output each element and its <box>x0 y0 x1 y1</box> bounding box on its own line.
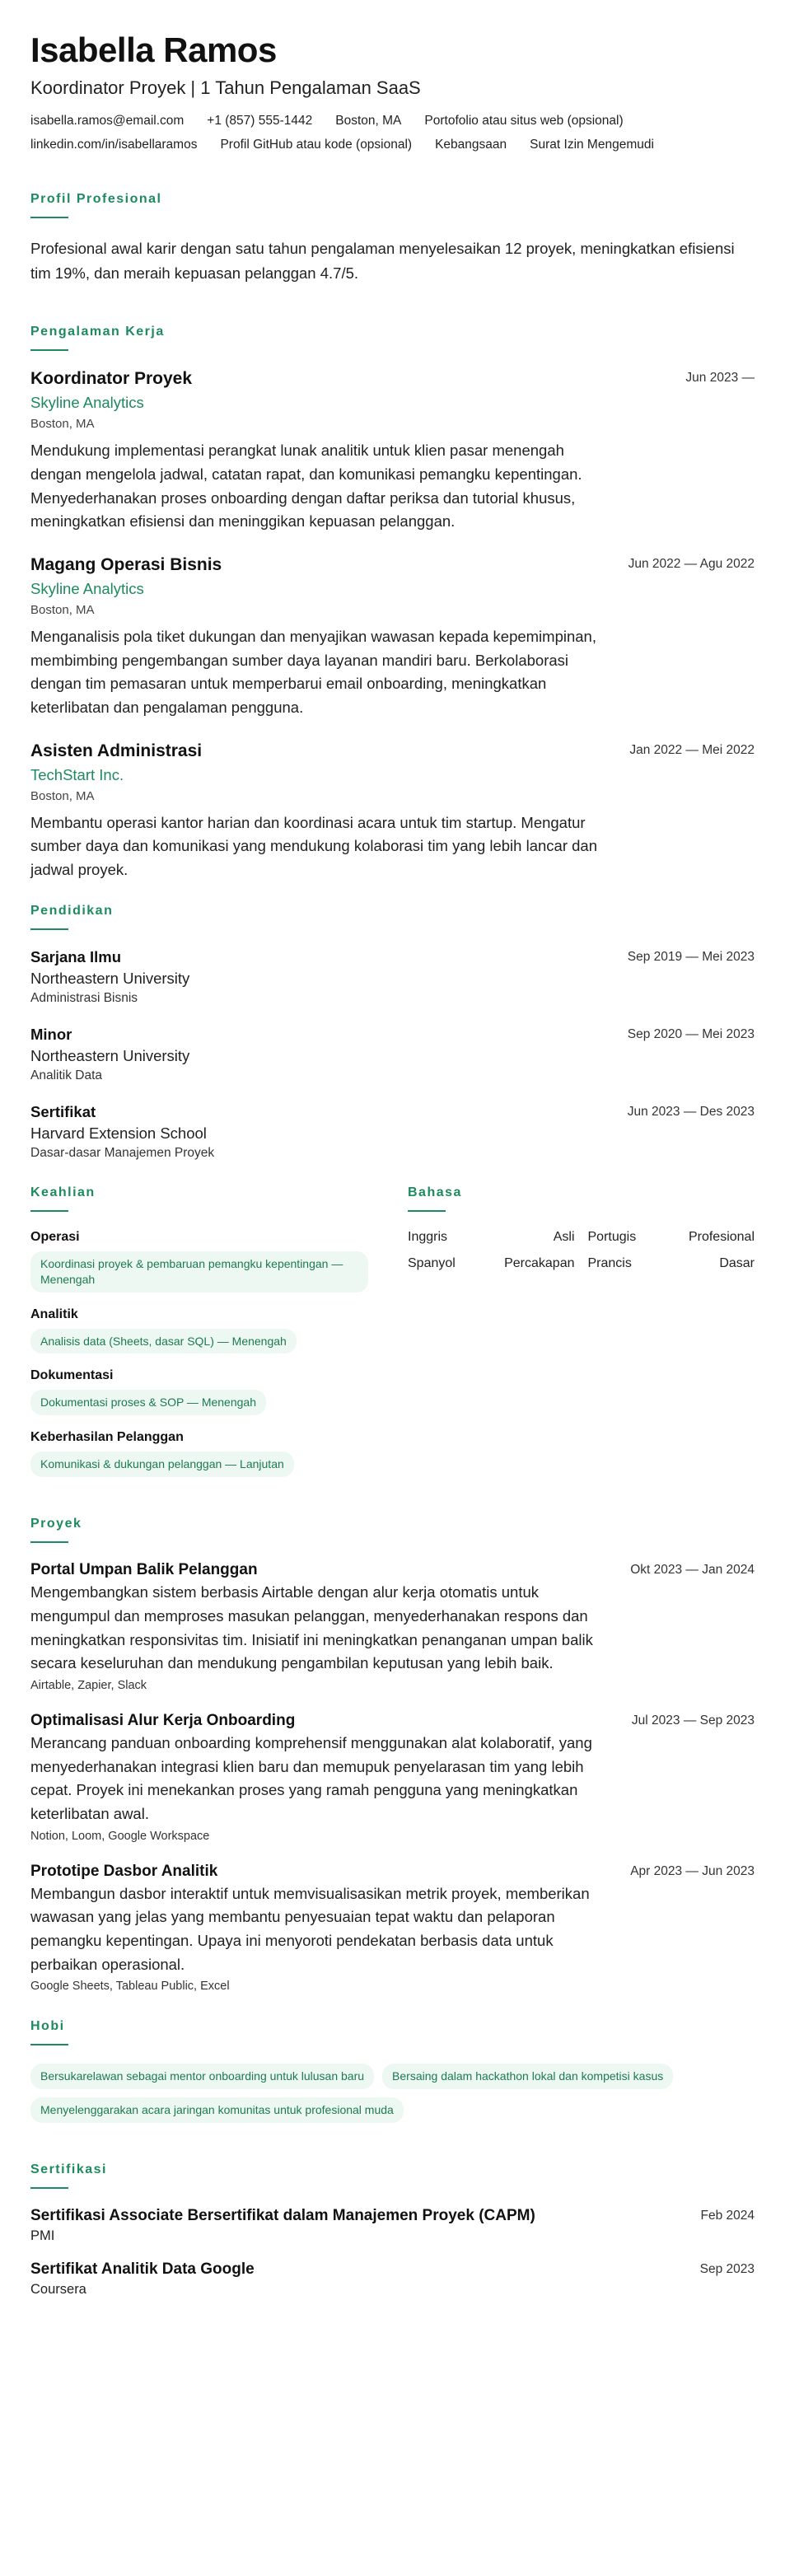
job-date: Jun 2022 — Agu 2022 <box>628 557 755 572</box>
degree: Sarjana Ilmu <box>30 947 122 965</box>
contact-list <box>30 114 755 152</box>
contact-nationality: Kebangsaan <box>435 138 507 152</box>
skill-category <box>30 1368 368 1415</box>
skill-category-name: Analitik <box>30 1307 78 1321</box>
section-divider <box>30 349 68 351</box>
experience-entry <box>30 741 755 882</box>
experience-entry <box>30 369 755 534</box>
skill-category-name: Dokumentasi <box>30 1368 114 1383</box>
degree: Minor <box>30 1025 72 1043</box>
skills-section <box>30 1185 368 1492</box>
certifications-section <box>30 2162 755 2298</box>
project-date: Jul 2023 — Sep 2023 <box>631 1713 755 1727</box>
job-location: Boston, MA <box>30 788 95 803</box>
job-date: Jan 2022 — Mei 2022 <box>629 742 755 757</box>
skill-category <box>30 1230 368 1293</box>
certification-name: Sertifikasi Associate Bersertifikat dalam Manajemen Proyek (CAPM) <box>30 2207 535 2225</box>
section-title: Pendidikan <box>30 903 114 918</box>
project-entry <box>30 1561 755 1692</box>
company-name: Skyline Analytics <box>30 580 144 598</box>
project-tech: Airtable, Zapier, Slack <box>30 1678 147 1692</box>
tagline: Koordinator Proyek | 1 Tahun Pengalaman SaaS <box>30 77 421 99</box>
project-date: Okt 2023 — Jan 2024 <box>630 1563 755 1578</box>
section-title: Bahasa <box>408 1185 462 1199</box>
project-entry <box>30 1712 755 1843</box>
section-divider <box>30 1210 68 1212</box>
language-name: Spanyol <box>408 1255 456 1270</box>
skill-chip: Dokumentasi proses & SOP — Menengah <box>30 1390 266 1415</box>
skills-languages-row <box>30 1185 755 1492</box>
skill-category <box>30 1307 368 1354</box>
section-divider <box>30 217 68 218</box>
section-title: Profil Profesional <box>30 192 162 207</box>
section-divider <box>30 1541 68 1543</box>
job-title: Koordinator Proyek <box>30 369 193 389</box>
section-title: Proyek <box>30 1517 82 1531</box>
languages-section <box>408 1185 755 1492</box>
education-entry <box>30 948 755 1006</box>
company-name: Skyline Analytics <box>30 394 144 412</box>
language-name: Inggris <box>408 1229 448 1244</box>
job-title: Asisten Administrasi <box>30 741 203 760</box>
job-description: Mendukung implementasi perangkat lunak analitik untuk klien pasar menengah dengan mengelola jadwal, catatan rapat, dan komunikasi pemangku kepentingan. Menyederhanakan proses onboarding dengan daftar periksa dan tutorial khusus, meningkatkan efisiensi dan meninggikan kepuasan pelanggan. <box>30 442 582 531</box>
language-level: Dasar <box>719 1255 755 1270</box>
contact-location: Boston, MA <box>335 114 402 129</box>
section-title: Pengalaman Kerja <box>30 325 165 339</box>
skill-chip: Komunikasi & dukungan pelanggan — Lanjutan <box>30 1452 294 1477</box>
job-description: Membantu operasi kantor harian dan koordinasi acara untuk tim startup. Mengatur sumber daya dan komunikasi yang mendukung kolaborasi tim yang lebih lancar dan jadwal proyek. <box>30 813 597 879</box>
language-level: Profesional <box>688 1229 755 1244</box>
language-item <box>588 1256 755 1271</box>
field-of-study: Analitik Data <box>30 1068 103 1082</box>
project-tech: Google Sheets, Tableau Public, Excel <box>30 1980 230 1994</box>
section-divider <box>30 928 68 930</box>
hobbies-section <box>30 2019 755 2123</box>
project-entry <box>30 1863 755 1994</box>
hobby-list <box>30 2064 755 2123</box>
skill-category-name: Operasi <box>30 1229 80 1244</box>
section-divider <box>30 2044 68 2045</box>
project-name: Prototipe Dasbor Analitik <box>30 1862 218 1880</box>
project-tech: Notion, Loom, Google Workspace <box>30 1829 210 1843</box>
section-divider <box>30 2187 68 2189</box>
project-description: Membangun dasbor interaktif untuk memvisualisasikan metrik proyek, memberikan wawasan yang jelas yang membantu penyesuaian tepat waktu dan pelaporan pemangku kepentingan. Upaya ini menyoroti pendekatan berbasis data untuk perbaikan operasional. <box>30 1884 590 1973</box>
field-of-study: Administrasi Bisnis <box>30 990 138 1005</box>
section-title: Keahlian <box>30 1185 96 1199</box>
project-description: Merancang panduan onboarding komprehensif menggunakan alat kolaboratif, yang menyederhanakan integrasi klien baru dan memupuk penyelarasan tim yang lebih cepat. Proyek ini menekankan proses yang ramah pengguna yang meningkatkan keterlibatan awal. <box>30 1733 592 1822</box>
degree: Sertifikat <box>30 1102 96 1120</box>
projects-section <box>30 1517 755 1993</box>
education-date: Sep 2019 — Mei 2023 <box>627 949 755 964</box>
certification-issuer: Coursera <box>30 2282 86 2298</box>
contact-github[interactable]: Profil GitHub atau kode (opsional) <box>220 138 413 152</box>
certification-date: Sep 2023 <box>699 2262 755 2277</box>
language-name: Prancis <box>587 1255 632 1270</box>
skill-chip: Koordinasi proyek & pembaruan pemangku kepentingan — Menengah <box>30 1251 368 1293</box>
job-location: Boston, MA <box>30 603 95 618</box>
language-item <box>408 1256 575 1271</box>
field-of-study: Dasar-dasar Manajemen Proyek <box>30 1145 215 1160</box>
language-grid <box>408 1230 755 1271</box>
education-entry <box>30 1103 755 1161</box>
skill-category-name: Keberhasilan Pelanggan <box>30 1430 184 1445</box>
education-date: Jun 2023 — Des 2023 <box>627 1104 755 1119</box>
header <box>30 31 755 152</box>
job-title: Magang Operasi Bisnis <box>30 555 222 575</box>
project-date: Apr 2023 — Jun 2023 <box>630 1863 755 1878</box>
project-name: Portal Umpan Balik Pelanggan <box>30 1561 258 1579</box>
candidate-name: Isabella Ramos <box>30 30 277 69</box>
contact-portfolio[interactable]: Portofolio atau situs web (opsional) <box>424 114 624 129</box>
certification-name: Sertifikat Analitik Data Google <box>30 2260 255 2279</box>
language-name: Portugis <box>587 1229 637 1244</box>
skill-chip: Analisis data (Sheets, dasar SQL) — Menengah <box>30 1329 297 1354</box>
language-item <box>588 1230 755 1245</box>
job-description: Menganalisis pola tiket dukungan dan menyajikan wawasan kepada kepemimpinan, membimbing pengembangan sumber daya layanan mandiri baru. Berkolaborasi dengan tim pemasaran untuk memperbarui email onboarding, meningkatkan keterlibatan dan pengalaman pengguna. <box>30 628 596 717</box>
profile-section <box>30 192 755 285</box>
school: Northeastern University <box>30 969 190 987</box>
school: Harvard Extension School <box>30 1124 207 1142</box>
hobby-chip: Bersukarelawan sebagai mentor onboarding untuk lulusan baru <box>30 2064 374 2089</box>
language-level: Asli <box>553 1229 575 1244</box>
company-name: TechStart Inc. <box>30 765 124 783</box>
certification-date: Feb 2024 <box>700 2209 755 2223</box>
section-title: Sertifikasi <box>30 2162 107 2177</box>
job-location: Boston, MA <box>30 417 95 432</box>
section-divider <box>408 1210 446 1212</box>
contact-email[interactable]: isabella.ramos@email.com <box>30 114 185 129</box>
hobby-chip: Bersaing dalam hackathon lokal dan kompetisi kasus <box>382 2064 673 2089</box>
language-item <box>408 1230 575 1245</box>
project-name: Optimalisasi Alur Kerja Onboarding <box>30 1711 296 1729</box>
education-section <box>30 904 755 1161</box>
project-description: Mengembangkan sistem berbasis Airtable dengan alur kerja otomatis untuk mengumpul dan memproses masukan pelanggan, menyederhanakan respons dan meningkatkan responsivitas tim. Inisiatif ini meningkatkan penanganan umpan balik secara keseluruhan dan mendukung pengambilan keputusan yang lebih baik. <box>30 1583 593 1672</box>
profile-summary: Profesional awal karir dengan satu tahun pengalaman menyelesaikan 12 proyek, meningkatkan efisiensi tim 19%, dan meraih kepuasan pelanggan 4.7/5. <box>30 240 735 282</box>
certification-entry <box>30 2260 755 2298</box>
experience-section <box>30 325 755 881</box>
certification-entry <box>30 2207 755 2244</box>
language-level: Percakapan <box>504 1255 575 1270</box>
education-entry <box>30 1026 755 1083</box>
contact-linkedin[interactable]: linkedin.com/in/isabellaramos <box>30 138 198 152</box>
certification-issuer: PMI <box>30 2228 55 2244</box>
contact-phone[interactable]: +1 (857) 555-1442 <box>207 114 313 129</box>
section-title: Hobi <box>30 2019 65 2034</box>
contact-license: Surat Izin Mengemudi <box>530 138 654 152</box>
school: Northeastern University <box>30 1046 190 1064</box>
hobby-chip: Menyelenggarakan acara jaringan komunitas untuk profesional muda <box>30 2097 404 2123</box>
job-date: Jun 2023 — <box>685 371 755 386</box>
education-date: Sep 2020 — Mei 2023 <box>627 1026 755 1041</box>
skill-category <box>30 1430 368 1477</box>
experience-entry <box>30 555 755 720</box>
